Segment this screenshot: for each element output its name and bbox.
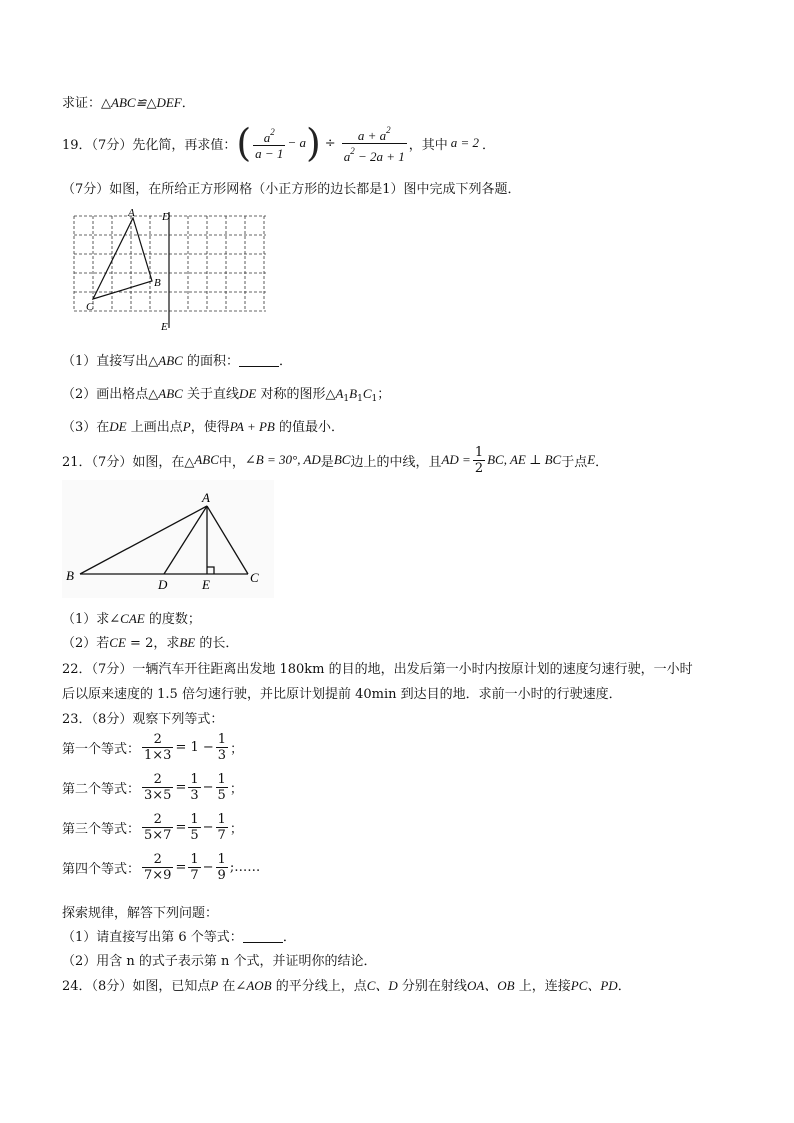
q19-frac1: $\frac{a^2}{a - 1}$ bbox=[255, 127, 284, 161]
q20-part3: （3）在DE 上画出点P，使得PA + PB 的值最小． bbox=[62, 419, 345, 435]
q18-proof-line: 求证：△ABC≌△DEF． bbox=[62, 95, 195, 111]
label-A: A bbox=[128, 208, 135, 219]
label-C: C bbox=[86, 301, 94, 313]
q22-line2: 后以原来速度的 1.5 倍匀速行驶，并比原计划提前 40min 到达目的地．求前一小时的行驶速度． bbox=[62, 687, 622, 702]
q23-equation-row: 第二个等式： $\frac{2}{3\times 5}$ = $\frac{1}{3}$ − $\frac{1}{5}$ ； bbox=[62, 772, 243, 803]
q20-grid-figure bbox=[66, 208, 272, 338]
q24-line: 24．（8分）如图，已知点P 在∠AOB 的平分线上，点C、D 分别在射线OA、OB 上，连接PC、PD． bbox=[62, 978, 631, 994]
q21-line: 21．（7分）如图，在△ ABC 中， ∠B = 30°, AD 是 BC 边上的中线，且 AD = $\frac{1}{2}$ BC, AE ⊥ BC 于点 E ． bbox=[62, 444, 609, 476]
q23-explore: 探索规律，解答下列问题： bbox=[62, 906, 219, 921]
grid-lines bbox=[74, 216, 266, 311]
q19-line: 19．（7分）先化简，再求值： ( $\frac{a^2}{a - 1}$ − a ) ÷ $\frac{a + a^2}{a^2 - 2a + 1}$ ，其中 a = 2 ． bbox=[62, 121, 496, 165]
q21-part1: （1）求∠CAE 的度数； bbox=[62, 611, 201, 627]
triangle-ABC bbox=[93, 218, 152, 299]
label-C: C bbox=[250, 570, 259, 585]
label-D: D bbox=[158, 577, 168, 592]
q21-triangle-figure bbox=[62, 480, 274, 598]
q23-title: 23．（8分）观察下列等式： bbox=[62, 712, 224, 727]
label-E: E bbox=[202, 577, 210, 592]
q20-part1: （1）直接写出△ABC 的面积： ． bbox=[62, 353, 292, 369]
label-B: B bbox=[66, 568, 74, 583]
answer-blank[interactable] bbox=[239, 354, 279, 367]
q19-frac2: $\frac{a + a^2}{a^2 - 2a + 1}$ bbox=[343, 124, 405, 164]
q21-part2: （2）若CE = 2，求BE 的长． bbox=[62, 635, 239, 651]
q20-intro: （7分）如图，在所给正方形网格（小正方形的边长都是1）图中完成下列各题． bbox=[62, 182, 521, 197]
q20-part2: （2）画出格点△ABC 关于直线DE 对称的图形$\triangle A_1B_1C_1$； bbox=[62, 386, 391, 404]
label-A: A bbox=[202, 490, 210, 505]
label-D: D bbox=[162, 211, 170, 223]
q23-part1: （1）请直接写出第 6 个等式： ． bbox=[62, 930, 296, 945]
q23-equation-row: 第一个等式： $\frac{2}{1\times 3}$ = 1 − $\frac{1}{3}$ ； bbox=[62, 732, 244, 763]
answer-blank[interactable] bbox=[243, 930, 283, 943]
q22-line1: 22．（7分）一辆汽车开往距离出发地 180km 的目的地，出发后第一小时内按原计划的速度匀速行驶，一小时 bbox=[62, 662, 693, 677]
q23-equation-row: 第四个等式： $\frac{2}{7\times 9}$ = $\frac{1}{7}$ − $\frac{1}{9}$ ;…… bbox=[62, 852, 261, 883]
label-E: E bbox=[161, 321, 168, 333]
label-B: B bbox=[154, 277, 161, 289]
q23-equation-row: 第三个等式： $\frac{2}{5\times 7}$ = $\frac{1}{5}$ − $\frac{1}{7}$ ； bbox=[62, 812, 243, 843]
q23-part2: （2）用含 n 的式子表示第 n 个式，并证明你的结论． bbox=[62, 954, 377, 969]
